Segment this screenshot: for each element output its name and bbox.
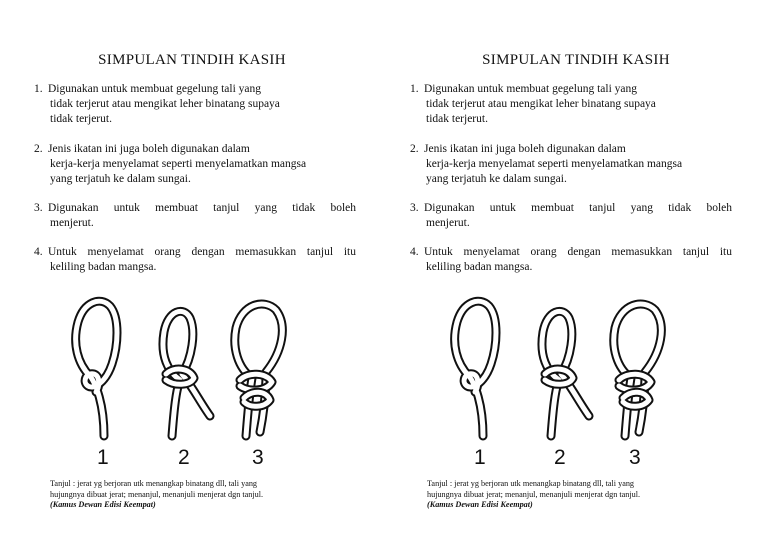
list-item-1: [34, 82, 356, 127]
knot-step-3-drawing: [235, 304, 283, 436]
item-line: keliling badan mangsa.: [50, 261, 157, 273]
page-title: SIMPULAN TINDIH KASIH: [482, 52, 670, 68]
step-label: 2: [178, 446, 190, 469]
item-number: 2.: [410, 143, 419, 155]
item-line: Untuk menyelamat orang dengan memasukkan tanjul itu: [424, 246, 732, 258]
item-number: 2.: [34, 143, 43, 155]
list-item-4: [34, 245, 356, 275]
footnote-source: (Kamus Dewan Edisi Keempat): [427, 500, 533, 509]
list-item-3: [34, 201, 356, 231]
list-item-4: [410, 245, 732, 275]
list-item-2: [34, 142, 356, 187]
item-line: tidak terjerut atau mengikat leher binatang supaya: [50, 98, 280, 110]
step-label: 3: [629, 446, 641, 469]
list-item-3: [410, 201, 732, 231]
step-label: 2: [554, 446, 566, 469]
item-number: 4.: [410, 246, 419, 258]
item-line: yang terjatuh ke dalam sungai.: [426, 173, 567, 185]
footnote-line: Tanjul : jerat yg berjoran utk menangkap binatang dll, tali yang: [427, 479, 635, 488]
item-line: kerja-kerja menyelamat seperti menyelamatkan mangsa: [50, 158, 307, 170]
step-label: 3: [252, 446, 264, 469]
item-number: 1.: [34, 83, 43, 95]
knot-step-2-drawing: [163, 311, 210, 436]
item-line: Digunakan untuk membuat tanjul yang tidak boleh: [48, 202, 356, 214]
item-line: menjerut.: [426, 217, 470, 229]
footnote-line: hujungnya dibuat jerat; menanjul, menanjuli menjerat dgn tanjul.: [50, 489, 264, 499]
knot-step-1-drawing: [76, 301, 117, 436]
item-line: kerja-kerja menyelamat seperti menyelamatkan mangsa: [426, 158, 683, 170]
step-label: 1: [474, 446, 486, 469]
knot-step-2-drawing: [542, 311, 589, 436]
item-line: yang terjatuh ke dalam sungai.: [50, 173, 191, 185]
list-item-1: [410, 82, 732, 127]
knot-step-3-drawing: [614, 304, 662, 436]
footnote: [50, 479, 370, 511]
item-number: 3.: [410, 202, 419, 214]
item-number: 1.: [410, 83, 419, 95]
item-number: 3.: [34, 202, 43, 214]
knot-step-1-drawing: [455, 301, 496, 436]
item-line: tidak terjerut.: [426, 113, 488, 125]
item-line: Digunakan untuk membuat gegelung tali yang: [48, 83, 262, 95]
footnote: [427, 479, 747, 511]
item-number: 4.: [34, 246, 43, 258]
page-title: SIMPULAN TINDIH KASIH: [98, 52, 286, 68]
item-line: tidak terjerut.: [50, 113, 112, 125]
item-line: keliling badan mangsa.: [426, 261, 533, 273]
instruction-sheet-right: [384, 0, 768, 543]
item-line: Untuk menyelamat orang dengan memasukkan tanjul itu: [48, 246, 356, 258]
item-line: Digunakan untuk membuat gegelung tali yang: [424, 83, 638, 95]
item-line: tidak terjerut atau mengikat leher binatang supaya: [426, 98, 656, 110]
footnote-line: Tanjul : jerat yg berjoran utk menangkap binatang dll, tali yang: [50, 479, 258, 488]
item-line: menjerut.: [50, 217, 94, 229]
item-line: Jenis ikatan ini juga boleh digunakan dalam: [48, 143, 250, 155]
footnote-line: hujungnya dibuat jerat; menanjul, menanjuli menjerat dgn tanjul.: [427, 489, 641, 499]
item-line: Digunakan untuk membuat tanjul yang tidak boleh: [424, 202, 732, 214]
step-label: 1: [97, 446, 109, 469]
footnote-source: (Kamus Dewan Edisi Keempat): [50, 500, 156, 509]
item-line: Jenis ikatan ini juga boleh digunakan dalam: [424, 143, 626, 155]
list-item-2: [410, 142, 732, 187]
